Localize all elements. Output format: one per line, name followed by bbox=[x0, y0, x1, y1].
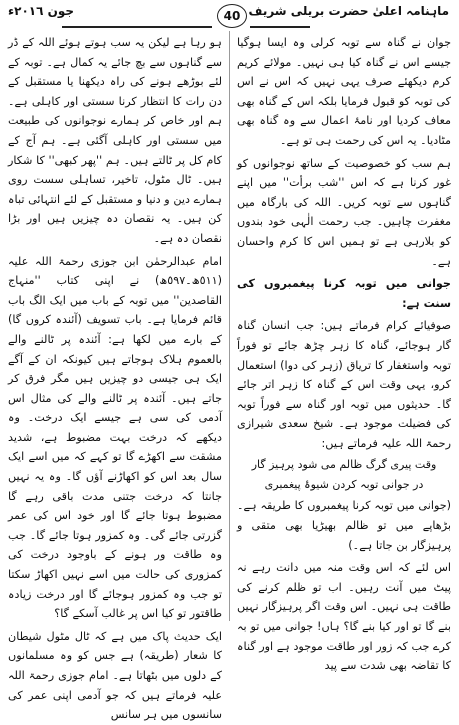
column-divider bbox=[229, 31, 230, 621]
paragraph: صوفیائے کرام فرماتے ہیں: جب انسان گناہ گار ہوجائے، گناہ کا زہر چڑھ جائے تو فوراً توبہ واستغفار کا تریاق (زہر کی دوا) استعمال کرو، یہی وقت اس کے گناہ کا زہر اتر جائے گا۔ حدیثوں میں توبہ اور گناہ سے فوراً توبہ کی فضیلت موجود ہے۔ شیخ سعدی شیرازی رحمۃ اللہ علیہ فرماتے ہیں: bbox=[237, 319, 451, 450]
page-number: 40 bbox=[217, 4, 247, 28]
poem-line: وقت پیری گرگ ظالم می شود پرہیز گار bbox=[251, 458, 437, 472]
page-header bbox=[0, 0, 459, 30]
paragraph: امام عبدالرحمٰن ابن جوزی رحمۃ اللہ علیہ (٥١١ھ۔٥٩٧ھ) نے اپنی کتاب ''منہاج القاصدین'' میں توبہ کے باب میں ایک الگ باب قائم فرمایا ہے۔ باب تسویف (آئندہ کروں گا) کے بارے میں لکھا ہے: آئندہ پر ٹالنے والے بالعموم ہلاک ہوجاتے ہیں کیونکہ ان کے آگے ایک ہی جیسی دو چیزیں ہیں مگر فرق کر جاتے ہیں۔ آئندہ پر ٹالنے والے کی مثال اس آدمی کی سی ہے جیسے ایک درخت۔ وہ دیکھے کہ درخت بہت مضبوط ہے، شدید مشقت سے اکھڑے گا تو کہے کہ میں اسے ایک سال بعد اس کو اکھاڑنے آؤں گا۔ وہ یہ نہیں جانتا کہ درخت جتنی مدت باقی رہے گا مضبوط ہوتا جائے گا اور خود اس کی عمر گزرتی جائے گی۔ وہ کمزور ہوتا جائے گا۔ جب وہ طاقت ور ہونے کے باوجود درخت کی کمزوری کی حالت میں اسے نہیں اکھاڑ سکتا تو جب وہ کمزور ہوجائے گا اور درخت زیادہ طاقتور تو کیا اس پر غالب آسکے گا؟ bbox=[8, 254, 222, 621]
poem-line: در جوانی توبہ کردن شیوۂ پیغمبری bbox=[264, 478, 424, 492]
header-rule-left bbox=[62, 26, 212, 28]
paragraph: (جوانی میں توبہ کرنا پیغمبروں کا طریقہ ہے۔ بڑھاپے میں تو ظالم بھیڑیا بھی متقی و پرہیزگار بن جاتا ہے۔) bbox=[237, 499, 451, 552]
paragraph: جوان نے گناہ سے توبہ کرلی وہ ایسا ہوگیا جیسے اس نے گناہ کیا ہی نہیں۔ مولائے کریم کرم دیکھئے صرف یہی نہیں کہ اس نے اس کی توبہ کو قبول فرمایا بلکہ اس کے گناہ بھی معاف کردیا اور نامۂ اعمال سے وہ گناہ بھی مٹادیا۔ یہ اس کی رحمت ہی تو ہے۔ bbox=[237, 36, 451, 147]
paragraph: ہو رہا ہے لیکن یہ سب ہوتے ہوئے اللہ کے ڈر سے گناہوں سے بچ جائے یہ کمال ہے۔ توبہ کے لئے بوڑھے ہونے کی راہ دیکھنا یا مستقبل کے دن رات کا انتظار کرنا سستی اور کاہلی ہے۔ ہم اور خاص کر ہمارے نوجوانوں کی طبیعت میں سستی اور کاہلی آگئی ہے۔ ہم آج کے کام کل پر ٹالتے ہیں۔ ہم ''پھر کبھی'' کا شکار ہیں۔ ٹال مٹول، تاخیر، تساہلی سست روی ہمارے دین و دنیا و مستقبل کے لئے انتہائی تباہ کن ہیں۔ یہ نقصان دہ چیزیں ہیں اور بڑا نقصان دہ ہے۔ bbox=[8, 36, 222, 245]
header-rule-right bbox=[250, 26, 310, 28]
right-column bbox=[237, 33, 451, 673]
paragraph: ایک حدیث پاک میں ہے کہ ٹال مٹول شیطان کا شعار (طریقہ) ہے جس کو وہ مسلمانوں کے دلوں میں بٹھاتا ہے۔ امام جوزی رحمۃ اللہ علیہ فرماتے ہیں کہ جو آدمی اپنی عمر کی سانسوں میں ہر سانس bbox=[8, 629, 222, 722]
magazine-title: ماہنامہ اعلیٰ حضرت بریلی شریف bbox=[248, 4, 449, 18]
paragraph: ہم سب کو خصوصیت کے ساتھ نوجوانوں کو غور کرنا ہے کہ اس ''شب برأت'' میں اپنے گناہوں سے توبہ کریں۔ اللہ کی بارگاہ میں مغفرت چاہیں۔ جب رحمت الٰہی خود بندوں کو بلارہی ہے تو ہمیں اس کا کرم واحسان ہے۔ bbox=[237, 156, 451, 268]
issue-date: جون ٢٠١٦ء bbox=[8, 4, 75, 18]
left-column bbox=[8, 33, 222, 722]
paragraph: اس لئے کہ اس وقت منہ میں دانت رہے نہ پیٹ میں آنت رہیں۔ اب تو ظلم کرنے کی طاقت ہی نہیں۔ اس وقت اگر پرہیزگار نہیں بنے گا تو اور کیا بنے گا؟ ہاں! جوانی میں تو بہ کرے جب کہ زور اور طاقت موجود ہے اور گناہ کا تقاضہ بھی شدت سے پید bbox=[237, 561, 451, 673]
section-heading: جوانی میں توبہ کرنا پیغمبروں کی سنت ہے: bbox=[237, 277, 451, 310]
